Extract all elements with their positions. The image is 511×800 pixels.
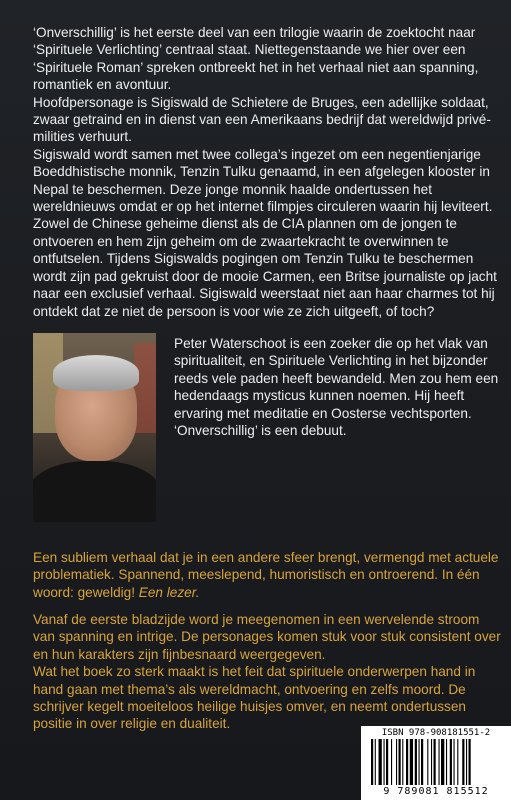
reader-review [33,549,505,601]
barcode-digits: 9 789081 815512 [383,786,489,797]
synopsis-paragraph: Hoofdpersonage is Sigiswald de Schietere de Bruges, een adellijke soldaat, zwaar getraind en in dienst van een Amerikaans bedrijf dat wereldwijd privé-milities verhuurt. [33,94,491,145]
synopsis-paragraph: Zowel de Chinese geheime dienst als de CIA plannen om de jongen te ontvoeren en hem zijn geheim om de zwaartekracht te overwinnen te ontfutselen. Tijdens Sigiswalds pogingen om Tenzin Tulku te beschermen wordt zijn pad gekruist door de mooie Carmen, een Britse journaliste op jacht naar een exclusief verhaal. Sigiswald weerstaat niet aan haar charmes tot hij ontdekt dat ze niet de persoon is voor wie ze zich uitgeeft, of toch? [33,216,497,319]
review-quote: Een subliem verhaal dat je in een andere sfeer brengt, vermengd met actuele problematiek. Spannend, meeslepend, humoristisch en ontroerend. In één woord: geweldig! [33,550,499,600]
press-review [33,611,505,733]
synopsis [33,24,503,320]
author-photo [33,333,156,522]
isbn-label: ISBN 978-908181551-2 [381,728,491,738]
synopsis-paragraph: Sigiswald wordt samen met twee collega’s ingezet om een negentienjarige Boeddhistische monnik, Tenzin Tulku genaamd, in een afgelegen klooster in Nepal te beschermen. Deze jonge monnik haalde ondertussen het wereldnieuws omdat er op het internet filmpjes circuleren waarin hij leviteert. [33,146,493,215]
barcode-bars [371,739,501,785]
author-bio-text: Peter Waterschoot is een zoeker die op het vlak van spiritualiteit, en Spirituele Verlichting in het bijzonder reeds vele paden heeft bewandeld. Men zou hem een hedendaags mysticus kunnen noemen. Hij heeft ervaring met meditatie en Oosterse vechtsporten. [174,336,499,421]
author-bio [174,335,504,439]
review-paragraph: Wat het boek zo sterk maakt is het feit dat spirituele onderwerpen hand in hand gaan met thema’s als wereldmacht, ontvoering en zelfs moord. De schrijver kegelt moeiteloos heilige huisjes omver, en neemt ondertussen positie in over religie en dualiteit. [33,664,476,732]
review-paragraph: Vanaf de eerste bladzijde word je meegenomen in een wervelende stroom van spanning en intrige. De personages komen stuk voor stuk consistent over en hun karakters zijn fijnbesnaard weergegeven. [33,612,501,662]
review-source: Een lezer. [138,584,200,600]
synopsis-paragraph: ‘Onverschillig’ is het eerste deel van een trilogie waarin de zoektocht naar ‘Spirituele Verlichting’ centraal staat. Niettegenstaande we hier over een ‘Spirituele Roman’ spreken ontbreekt het in het verhaal niet aan spanning, romantiek en avontuur. [33,25,479,93]
author-bio-text: ‘Onverschillig’ is een debuut. [174,423,347,439]
isbn-barcode [361,726,511,800]
